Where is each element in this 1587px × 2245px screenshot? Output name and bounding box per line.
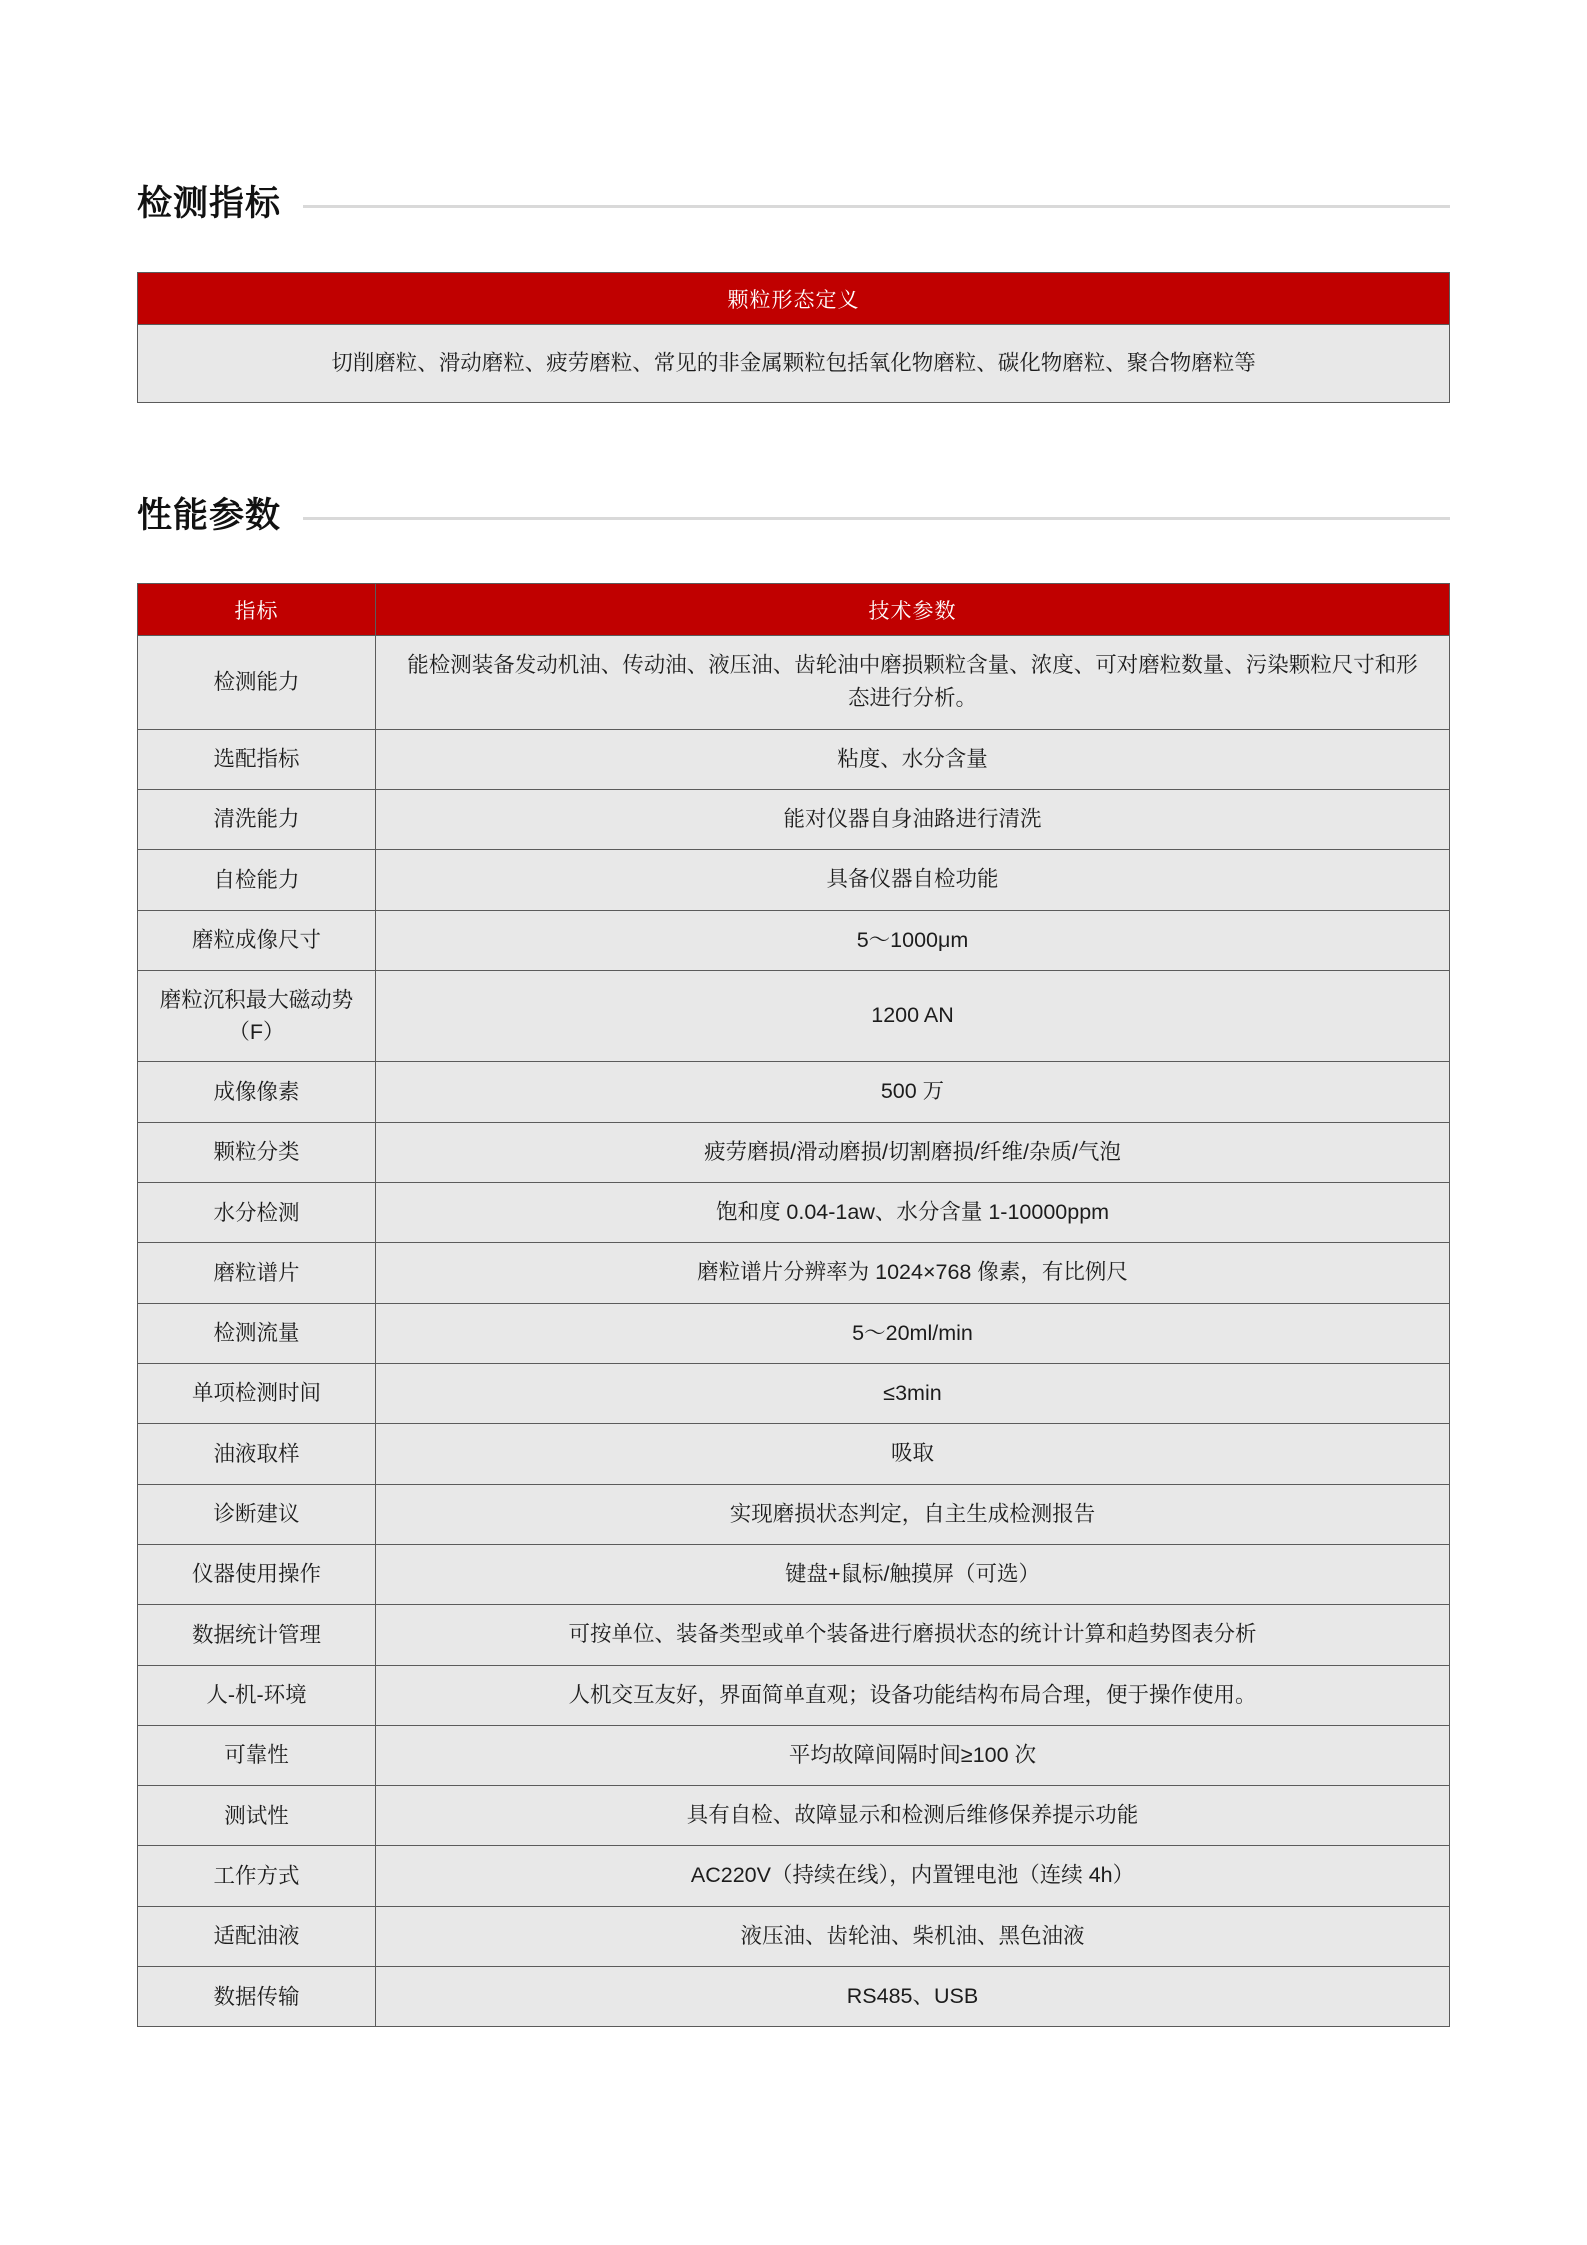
performance-parameters-table xyxy=(137,583,1450,2027)
section-heading-performance xyxy=(137,498,1450,533)
table-row xyxy=(138,850,1450,910)
row-value-cell: 具备仪器自检功能 xyxy=(376,850,1450,910)
row-label-cell: 油液取样 xyxy=(138,1424,376,1484)
row-label-cell: 水分检测 xyxy=(138,1183,376,1243)
row-value-cell: ≤3min xyxy=(376,1363,1450,1423)
table-row xyxy=(138,1363,1450,1423)
section-heading-detection xyxy=(137,186,1450,221)
row-value-cell: 5～1000μm xyxy=(376,910,1450,970)
table-row xyxy=(138,1544,1450,1604)
table-row xyxy=(138,1846,1450,1906)
row-label-cell: 诊断建议 xyxy=(138,1484,376,1544)
section-title-performance: 性能参数 xyxy=(137,496,282,535)
row-label-cell: 工作方式 xyxy=(138,1846,376,1906)
row-value-cell: 具有自检、故障显示和检测后维修保养提示功能 xyxy=(376,1786,1450,1846)
table-head xyxy=(138,584,1450,636)
table-row xyxy=(138,1243,1450,1303)
table-row xyxy=(138,1605,1450,1665)
row-label-cell: 磨粒谱片 xyxy=(138,1243,376,1303)
row-label-cell: 颗粒分类 xyxy=(138,1122,376,1182)
row-label-cell: 测试性 xyxy=(138,1786,376,1846)
table-row xyxy=(138,636,1450,730)
row-value-cell: 可按单位、装备类型或单个装备进行磨损状态的统计计算和趋势图表分析 xyxy=(376,1605,1450,1665)
row-value-cell: 能检测装备发动机油、传动油、液压油、齿轮油中磨损颗粒含量、浓度、可对磨粒数量、污染颗粒尺寸和形态进行分析。 xyxy=(376,636,1450,730)
row-value-cell: 饱和度 0.04-1aw、水分含量 1-10000ppm xyxy=(376,1183,1450,1243)
row-label-cell: 磨粒成像尺寸 xyxy=(138,910,376,970)
row-label-cell: 成像像素 xyxy=(138,1062,376,1122)
row-label-cell: 单项检测时间 xyxy=(138,1363,376,1423)
table-header-row xyxy=(138,273,1450,325)
row-value-cell: 粘度、水分含量 xyxy=(376,729,1450,789)
row-value-cell: 平均故障间隔时间≥100 次 xyxy=(376,1725,1450,1785)
table-row xyxy=(138,1725,1450,1785)
row-label-cell: 数据传输 xyxy=(138,1967,376,2027)
section-title-detection: 检测指标 xyxy=(137,184,282,223)
table-row xyxy=(138,1122,1450,1182)
table-header-row xyxy=(138,584,1450,636)
table-head xyxy=(138,273,1450,325)
row-value-cell: 1200 AN xyxy=(376,970,1450,1062)
row-value-cell: 吸取 xyxy=(376,1424,1450,1484)
column-header-indicator: 指标 xyxy=(138,584,376,636)
table-body xyxy=(138,636,1450,2027)
row-value-cell: 磨粒谱片分辨率为 1024×768 像素，有比例尺 xyxy=(376,1243,1450,1303)
row-label-cell: 人-机-环境 xyxy=(138,1665,376,1725)
row-value-cell: 液压油、齿轮油、柴机油、黑色油液 xyxy=(376,1906,1450,1966)
table-row xyxy=(138,1484,1450,1544)
table-row xyxy=(138,1424,1450,1484)
row-value-cell: 500 万 xyxy=(376,1062,1450,1122)
table-row xyxy=(138,1786,1450,1846)
row-label-cell: 清洗能力 xyxy=(138,789,376,849)
row-label-cell: 可靠性 xyxy=(138,1725,376,1785)
row-value-cell: 5～20ml/min xyxy=(376,1303,1450,1363)
table-row xyxy=(138,970,1450,1062)
row-label-cell: 磨粒沉积最大磁动势（F） xyxy=(138,970,376,1062)
row-value-cell: RS485、USB xyxy=(376,1967,1450,2027)
row-value-cell: 人机交互友好，界面简单直观；设备功能结构布局合理，便于操作使用。 xyxy=(376,1665,1450,1725)
row-label-cell: 检测能力 xyxy=(138,636,376,730)
morphology-header-cell: 颗粒形态定义 xyxy=(138,273,1450,325)
row-value-cell: 疲劳磨损/滑动磨损/切割磨损/纤维/杂质/气泡 xyxy=(376,1122,1450,1182)
heading-rule xyxy=(303,205,1450,208)
morphology-body-cell: 切削磨粒、滑动磨粒、疲劳磨粒、常见的非金属颗粒包括氧化物磨粒、碳化物磨粒、聚合物磨粒等 xyxy=(138,325,1450,403)
row-value-cell: 键盘+鼠标/触摸屏（可选） xyxy=(376,1544,1450,1604)
table-row xyxy=(138,325,1450,403)
row-label-cell: 检测流量 xyxy=(138,1303,376,1363)
row-label-cell: 适配油液 xyxy=(138,1906,376,1966)
table-row xyxy=(138,729,1450,789)
row-label-cell: 选配指标 xyxy=(138,729,376,789)
column-header-technical-parameter: 技术参数 xyxy=(376,584,1450,636)
table-row xyxy=(138,1906,1450,1966)
table-row xyxy=(138,1062,1450,1122)
table-row xyxy=(138,1303,1450,1363)
table-row xyxy=(138,910,1450,970)
table-row xyxy=(138,1967,1450,2027)
table-row xyxy=(138,1665,1450,1725)
particle-morphology-table xyxy=(137,272,1450,403)
table-body xyxy=(138,325,1450,403)
row-value-cell: 能对仪器自身油路进行清洗 xyxy=(376,789,1450,849)
row-label-cell: 仪器使用操作 xyxy=(138,1544,376,1604)
heading-rule xyxy=(303,517,1450,520)
row-label-cell: 数据统计管理 xyxy=(138,1605,376,1665)
row-value-cell: 实现磨损状态判定，自主生成检测报告 xyxy=(376,1484,1450,1544)
row-label-cell: 自检能力 xyxy=(138,850,376,910)
table-row xyxy=(138,789,1450,849)
table-row xyxy=(138,1183,1450,1243)
row-value-cell: AC220V（持续在线），内置锂电池（连续 4h） xyxy=(376,1846,1450,1906)
